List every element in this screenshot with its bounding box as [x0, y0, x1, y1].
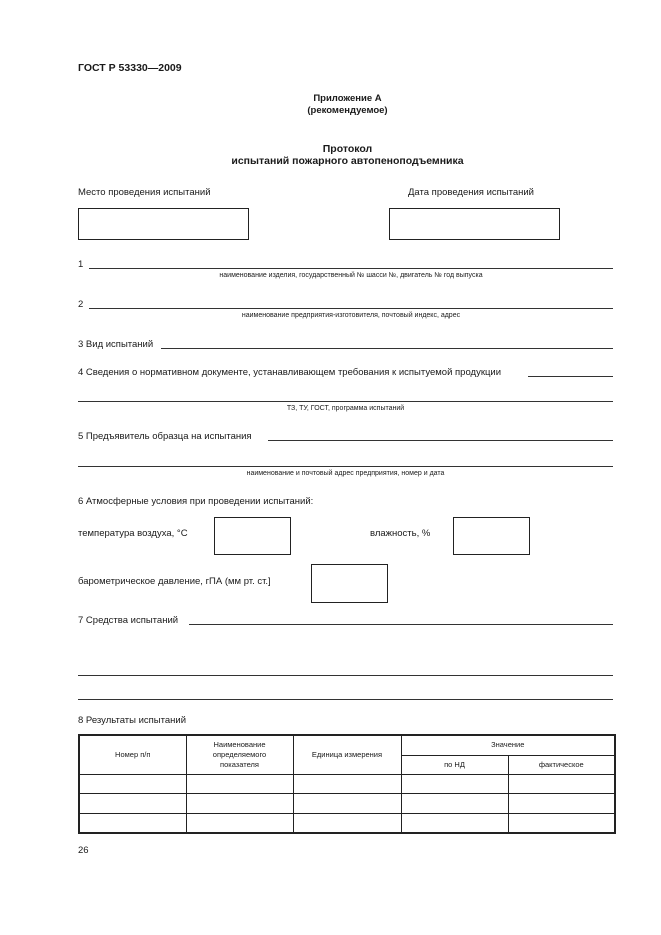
col-name-header: Наименование определяемого показателя	[186, 735, 293, 774]
table-row	[79, 774, 615, 793]
item-1-line[interactable]	[89, 268, 613, 269]
item-3-line[interactable]	[161, 348, 613, 349]
item-3-label: 3 Вид испытаний	[78, 339, 154, 350]
date-field[interactable]	[389, 208, 560, 240]
col-unit-header: Единица измерения	[293, 735, 401, 774]
pressure-label: барометрическое давление, гПА (мм рт. ст.]	[78, 576, 271, 587]
table-cell[interactable]	[293, 774, 401, 793]
results-table	[78, 734, 616, 834]
item-1-number: 1	[78, 259, 84, 270]
table-cell[interactable]	[79, 813, 186, 833]
item-1-hint: наименование изделия, государственный № шасси №, двигатель № год выпуска	[219, 272, 483, 279]
table-cell[interactable]	[186, 774, 293, 793]
temperature-field[interactable]	[214, 517, 291, 555]
item-5-hint: наименование и почтовый адрес предприятия, номер и дата	[246, 470, 445, 477]
humidity-field[interactable]	[453, 517, 530, 555]
item-2-hint: наименование предприятия-изготовителя, почтовый индекс, адрес	[241, 312, 461, 319]
item-2-line[interactable]	[89, 308, 613, 309]
table-cell[interactable]	[79, 793, 186, 813]
humidity-label: влажность, %	[370, 528, 431, 539]
appendix-subtitle: (рекомендуемое)	[307, 105, 388, 116]
item-5-line-b[interactable]	[78, 466, 613, 467]
col-value-header: Значение	[401, 735, 615, 755]
item-4-label: 4 Сведения о нормативном документе, устанавливающем требования к испытуемой продукции	[78, 367, 502, 378]
table-row	[79, 813, 615, 833]
item-7-line-b[interactable]	[78, 675, 613, 676]
item-7-line-c[interactable]	[78, 699, 613, 700]
item-5-label: 5 Предъявитель образца на испытания	[78, 431, 252, 442]
place-label: Место проведения испытаний	[78, 187, 211, 198]
col-number-header: Номер п/п	[79, 735, 186, 774]
table-cell[interactable]	[401, 813, 508, 833]
table-row	[79, 793, 615, 813]
protocol-title: Протокол	[322, 143, 373, 155]
place-field[interactable]	[78, 208, 249, 240]
col-actual-header: фактическое	[508, 755, 615, 774]
pressure-field[interactable]	[311, 564, 388, 603]
appendix-title: Приложение А	[313, 93, 382, 104]
item-4-line-b[interactable]	[78, 401, 613, 402]
table-cell[interactable]	[293, 813, 401, 833]
table-cell[interactable]	[508, 793, 615, 813]
date-label: Дата проведения испытаний	[408, 187, 534, 198]
item-4-line-a[interactable]	[528, 376, 613, 377]
table-cell[interactable]	[186, 793, 293, 813]
table-cell[interactable]	[401, 774, 508, 793]
table-cell[interactable]	[508, 774, 615, 793]
item-6-label: 6 Атмосферные условия при проведении испытаний:	[78, 496, 314, 507]
table-cell[interactable]	[508, 813, 615, 833]
table-cell[interactable]	[401, 793, 508, 813]
item-8-label: 8 Результаты испытаний	[78, 715, 187, 726]
temperature-label: температура воздуха, °С	[78, 528, 188, 539]
page-number: 26	[78, 845, 89, 856]
item-4-hint: ТЗ, ТУ, ГОСТ, программа испытаний	[286, 405, 405, 412]
table-cell[interactable]	[186, 813, 293, 833]
table-cell[interactable]	[293, 793, 401, 813]
standard-number: ГОСТ Р 53330—2009	[78, 62, 182, 74]
item-5-line-a[interactable]	[268, 440, 613, 441]
col-nd-header: по НД	[401, 755, 508, 774]
table-cell[interactable]	[79, 774, 186, 793]
protocol-subtitle: испытаний пожарного автопеноподъемника	[231, 155, 464, 167]
item-7-label: 7 Средства испытаний	[78, 615, 179, 626]
item-7-line-a[interactable]	[189, 624, 613, 625]
item-2-number: 2	[78, 299, 84, 310]
